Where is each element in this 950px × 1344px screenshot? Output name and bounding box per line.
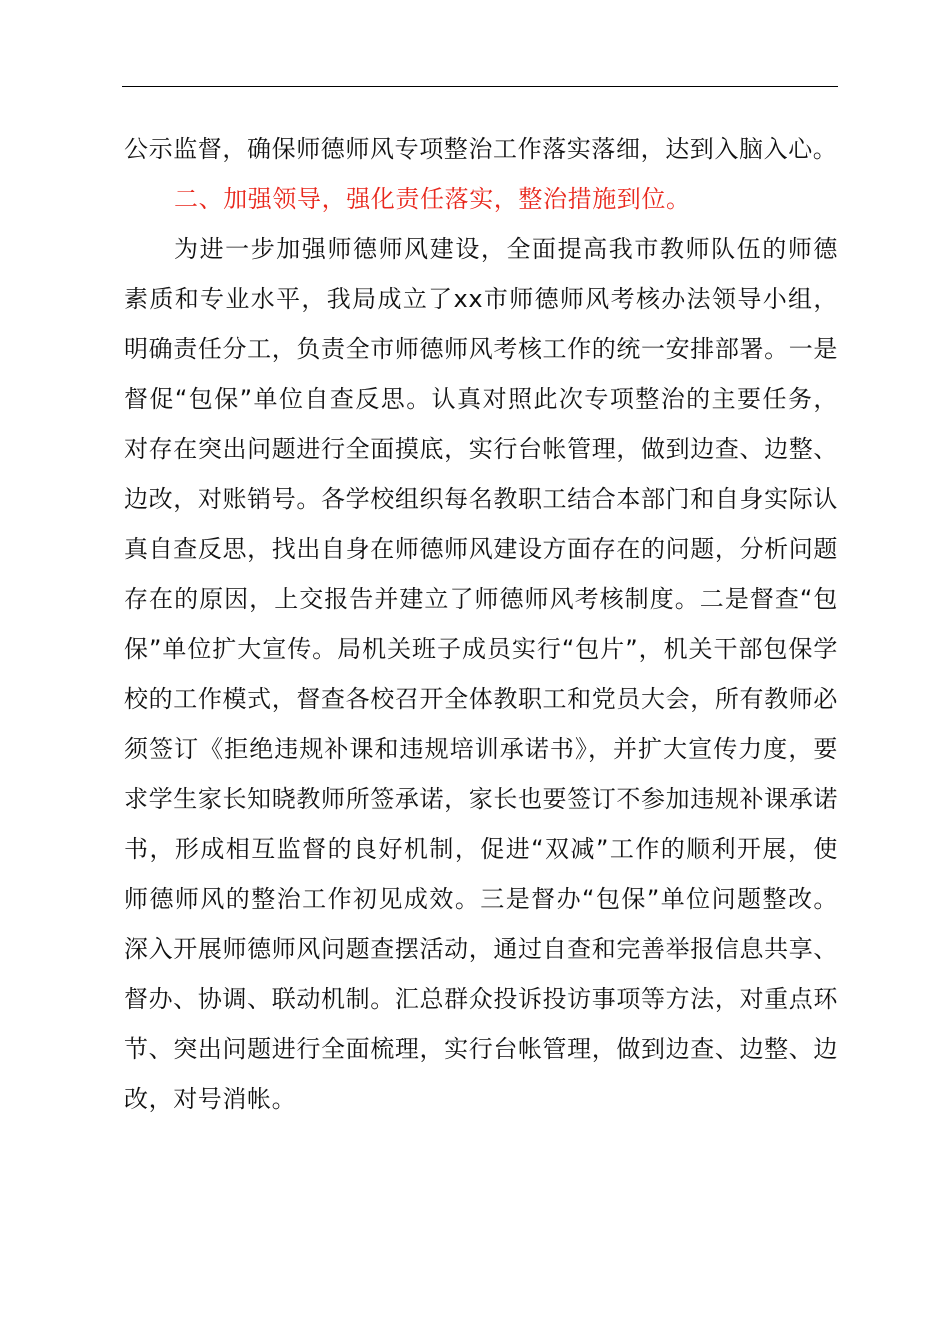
header-rule: [122, 86, 838, 87]
paragraph-continuation: 公示监督，确保师德师风专项整治工作落实落细，达到入脑入心。: [124, 135, 838, 163]
section-heading: 二、加强领导，强化责任落实，整治措施到位。: [174, 185, 691, 213]
paragraph-body: 为进一步加强师德师风建设，全面提高我市教师队伍的师德素质和专业水平，我局成立了xx市师德师风考核办法领导小组，明确责任分工，负责全市师德师风考核工作的统一安排部署。一是督促“包保”单位自查反思。认真对照此次专项整治的主要任务，对存在突出问题进行全面摸底，实行台帐管理，做到边查、边整、边改，对账销号。各学校组织每名教职工结合本部门和自身实际认真自查反思，找出自身在师德师风建设方面存在的问题，分析问题存在的原因，上交报告并建立了师德师风考核制度。二是督查“包保”单位扩大宣传。局机关班子成员实行“包片”，机关干部包保学校的工作模式，督查各校召开全体教职工和党员大会，所有教师必须签订《拒绝违规补课和违规培训承诺书》，并扩大宣传力度，要求学生家长知晓教师所签承诺，家长也要签订不参加违规补课承诺书，形成相互监督的良好机制，促进“双减”工作的顺利开展，使师德师风的整治工作初见成效。三是督办“包保”单位问题整改。深入开展师德师风问题查摆活动，通过自查和完善举报信息共享、督办、协调、联动机制。汇总群众投诉投访事项等方法，对重点环节、突出问题进行全面梳理，实行台帐管理，做到边查、边整、边改，对号消帐。: [124, 235, 838, 1113]
document-body: [124, 124, 838, 1124]
